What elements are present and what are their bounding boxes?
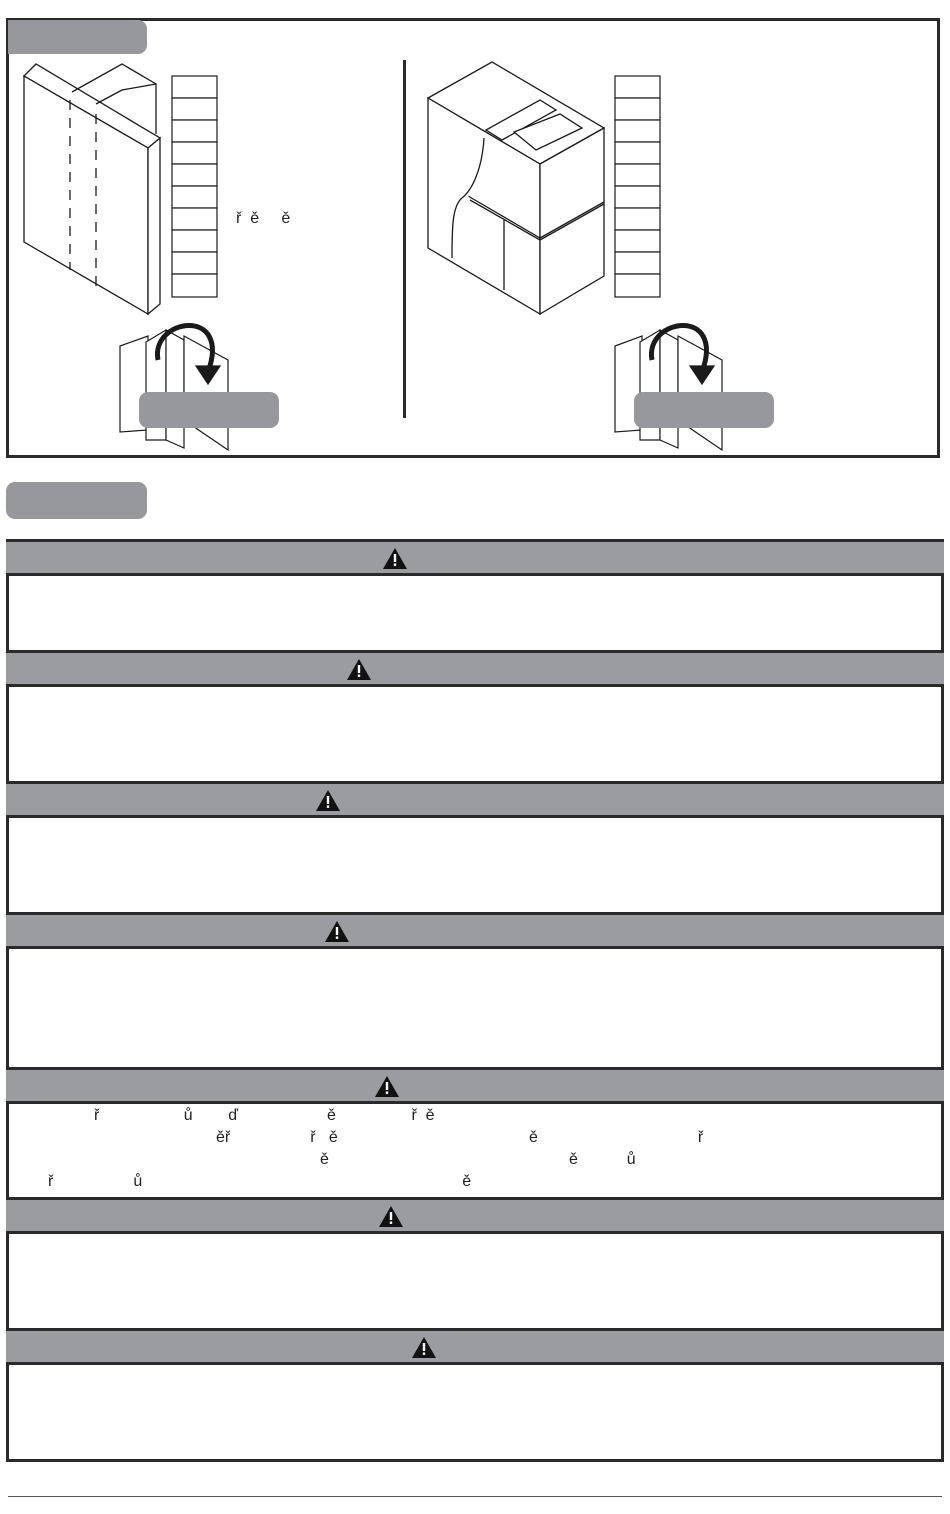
page-fold-arrow-icon — [615, 326, 722, 451]
warning-body — [6, 1104, 944, 1198]
warning-triangle-icon — [375, 1076, 399, 1097]
warning-line: ř ů ě — [48, 1173, 472, 1190]
warning-header — [6, 1328, 944, 1365]
warning-line: ě ě ů — [320, 1151, 636, 1168]
right-fold-label — [634, 392, 774, 428]
warning-header — [6, 1067, 944, 1104]
warning-body — [6, 1365, 944, 1459]
warning-triangle-icon — [379, 1206, 403, 1227]
left-fold-label — [139, 392, 279, 428]
warning-header — [6, 539, 944, 576]
warning-header — [6, 650, 944, 687]
warning-triangle-icon — [347, 659, 371, 680]
cabinet-drawing — [428, 62, 604, 314]
warning-triangle-icon — [316, 790, 340, 811]
page-fold-arrow-icon — [120, 326, 228, 451]
warning-line: ěř ř ě ě ř — [216, 1129, 704, 1146]
warning-header — [6, 912, 944, 949]
warning-body — [6, 576, 944, 650]
warning-body — [6, 818, 944, 912]
warning-triangle-icon — [325, 921, 349, 942]
figure-drawings — [0, 0, 950, 460]
right-box-strip — [615, 76, 660, 297]
warning-body — [6, 687, 944, 781]
warning-triangle-icon — [383, 548, 407, 569]
warning-body — [6, 949, 944, 1067]
warning-triangle-icon — [412, 1337, 436, 1358]
section-label-tab — [6, 482, 147, 519]
left-caption-diacritics: ř ě ě — [236, 210, 291, 227]
left-box-strip — [172, 76, 217, 297]
footer-rule — [8, 1496, 942, 1497]
warning-header — [6, 1197, 944, 1234]
warning-line: ř ů ď ě ř ě — [94, 1107, 435, 1124]
warning-body — [6, 1234, 944, 1328]
panel-drawing — [24, 64, 160, 314]
warning-header — [6, 781, 944, 818]
